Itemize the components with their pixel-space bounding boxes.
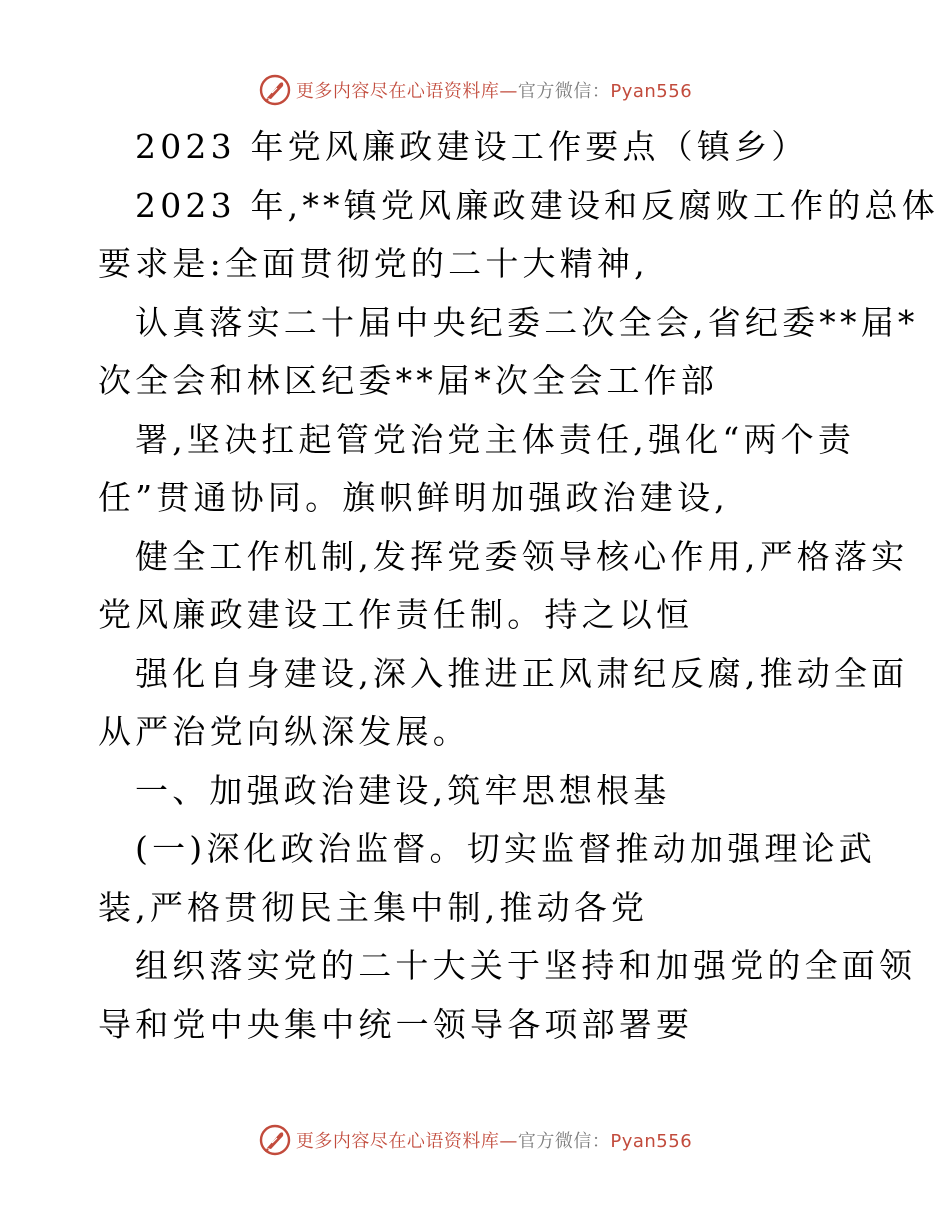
quill-pen-circle-icon bbox=[258, 73, 292, 107]
watermark-wechat-id: Pyan556 bbox=[610, 1131, 693, 1152]
document-line: 强化自身建设,深入推进正风肃纪反腐,推动全面 bbox=[135, 653, 909, 693]
watermark-footer bbox=[0, 1120, 950, 1160]
document-line: 2023 年,**镇党风廉政建设和反腐败工作的总体 bbox=[135, 185, 939, 225]
document-line: 组织落实党的二十大关于坚持和加强党的全面领 bbox=[135, 946, 917, 985]
watermark-separator: — bbox=[499, 81, 518, 102]
quill-pen-circle-icon bbox=[258, 1123, 292, 1157]
watermark-main-text: 更多内容尽在心语资料库 bbox=[295, 1131, 500, 1152]
document-line: 党风廉政建设工作责任制。持之以恒 bbox=[98, 595, 694, 634]
document-line: 健全工作机制,发挥党委领导核心作用,严格落实 bbox=[135, 536, 909, 576]
document-body bbox=[98, 118, 939, 1054]
document-line: 从严治党向纵深发展。 bbox=[98, 712, 470, 751]
document-line: 署,坚决扛起管党治党主体责任,强化“两个责 bbox=[135, 419, 856, 459]
watermark-header bbox=[0, 70, 950, 110]
watermark-label: 官方微信： bbox=[517, 1131, 611, 1152]
document-line: (一)深化政治监督。切实监督推动加强理论武 bbox=[135, 829, 876, 868]
document-line: 任”贯通协同。旗帜鲜明加强政治建设, bbox=[98, 478, 729, 517]
document-line: 装,严格贯彻民主集中制,推动各党 bbox=[98, 887, 649, 927]
watermark-wechat-id: Pyan556 bbox=[610, 81, 693, 102]
watermark-main-text: 更多内容尽在心语资料库 bbox=[295, 81, 500, 102]
document-line: 2023 年党风廉政建设工作要点（镇乡） bbox=[135, 127, 809, 166]
document-line: 一、加强政治建设,筑牢思想根基 bbox=[135, 770, 671, 810]
watermark-label: 官方微信： bbox=[517, 81, 611, 102]
document-line: 导和党中央集中统一领导各项部署要 bbox=[98, 1004, 694, 1044]
document-line: 要求是:全面贯彻党的二十大精神, bbox=[98, 244, 649, 283]
watermark-separator: — bbox=[499, 1131, 518, 1152]
document-line: 次全会和林区纪委**届*次全会工作部 bbox=[98, 361, 719, 400]
document-line: 认真落实二十届中央纪委二次全会,省纪委**届* bbox=[135, 302, 919, 342]
